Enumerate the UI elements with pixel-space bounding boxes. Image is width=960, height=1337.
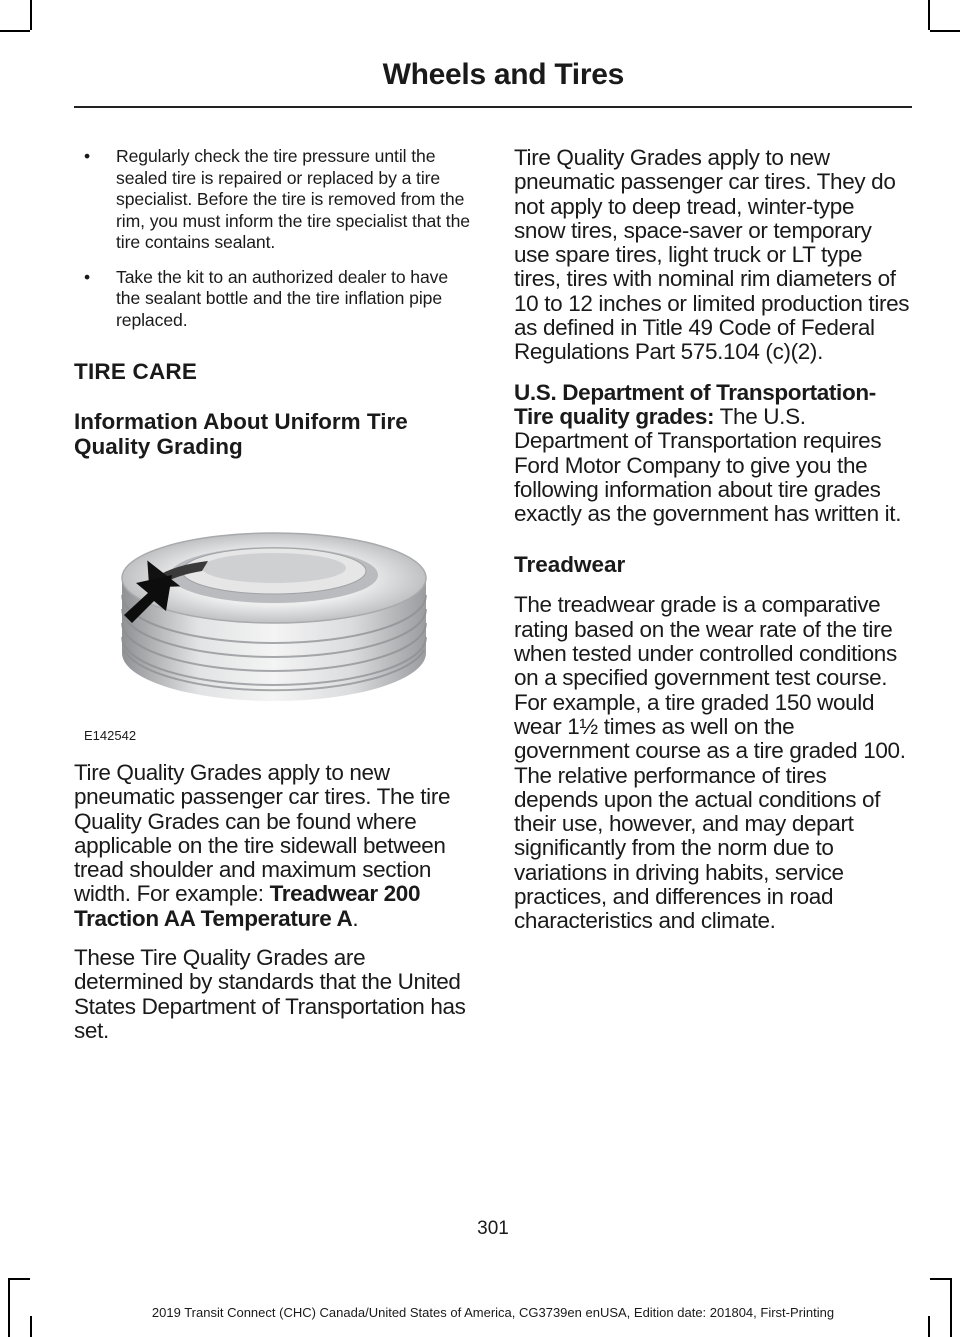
tire-icon — [74, 531, 476, 743]
crop-mark — [0, 30, 30, 32]
paragraph-end: . — [352, 905, 359, 931]
section-title: TIRE CARE — [74, 359, 198, 384]
bullet-list — [74, 146, 476, 331]
crop-mark — [928, 0, 930, 30]
page-header-title: Wheels and Tires — [382, 58, 624, 91]
crop-mark — [10, 1278, 30, 1280]
bold-example: Treadwear 200 Traction AA Temperature A — [74, 881, 421, 931]
paragraph — [514, 381, 910, 527]
paragraph-text: The U.S. Department of Transportation requires Ford Motor Company to give you the following information about tire grades exactly as the government has written it. — [514, 403, 902, 527]
paragraph: Tire Quality Grades apply to new pneumatic passenger car tires. They do not apply to deep tread, winter-type snow tires, space-saver or temporary use spare tires, light truck or LT type tires, tires with nominal rim diameters of 10 to 12 inches or limited production tires as defined in Title 49 Code of Federal Regulations Part 575.104 (c)(2). — [514, 145, 910, 365]
header-rule — [74, 106, 912, 108]
paragraph: The treadwear grade is a comparative rating based on the wear rate of the tire when tested under controlled conditions on a specified government test course. For example, a tire graded 150 would wear 1½ times as well on the government course as a tire graded 100. The relative performance of tires depends upon the actual conditions of their use, however, and may depart significantly from the norm due to variations in driving habits, service practices, and differences in road characteristics and climate. — [514, 592, 906, 934]
left-column — [74, 146, 476, 1043]
footer-text: 2019 Transit Connect (CHC) Canada/United States of America, CG3739en enUSA, Edition date: 201804, First-Printing — [151, 1305, 835, 1320]
right-column — [514, 146, 910, 934]
paragraph — [74, 761, 476, 931]
paragraph-text: Tire Quality Grades apply to new pneumatic passenger car tires. The tire Quality Grades can be found where applicable on the tire sidewall between tread shoulder and maximum section width. For example: — [74, 760, 451, 907]
crop-mark — [930, 1278, 950, 1280]
subsection-title: Treadwear — [514, 552, 626, 578]
subsection-title: Information About Uniform Tire Quality Grading — [74, 409, 408, 459]
crop-mark — [30, 0, 32, 30]
bullet-item: • Take the kit to an authorized dealer to have the sealant bottle and the tire inflation pipe replaced. — [74, 267, 476, 332]
paragraph: These Tire Quality Grades are determined by standards that the United States Department of Transportation has set. — [74, 945, 466, 1043]
inline-heading: U.S. Department of Transportation-Tire quality grades: — [514, 379, 876, 429]
figure-code: E142542 — [84, 728, 137, 743]
tire-illustration — [74, 531, 476, 743]
crop-mark — [930, 30, 960, 32]
page-number: 301 — [477, 1218, 509, 1239]
bullet-item: • Regularly check the tire pressure until the sealed tire is repaired or replaced by a tire specialist. Before the tire is removed from the rim, you must inform the tire specialist that the tire contains sealant. — [74, 146, 476, 254]
